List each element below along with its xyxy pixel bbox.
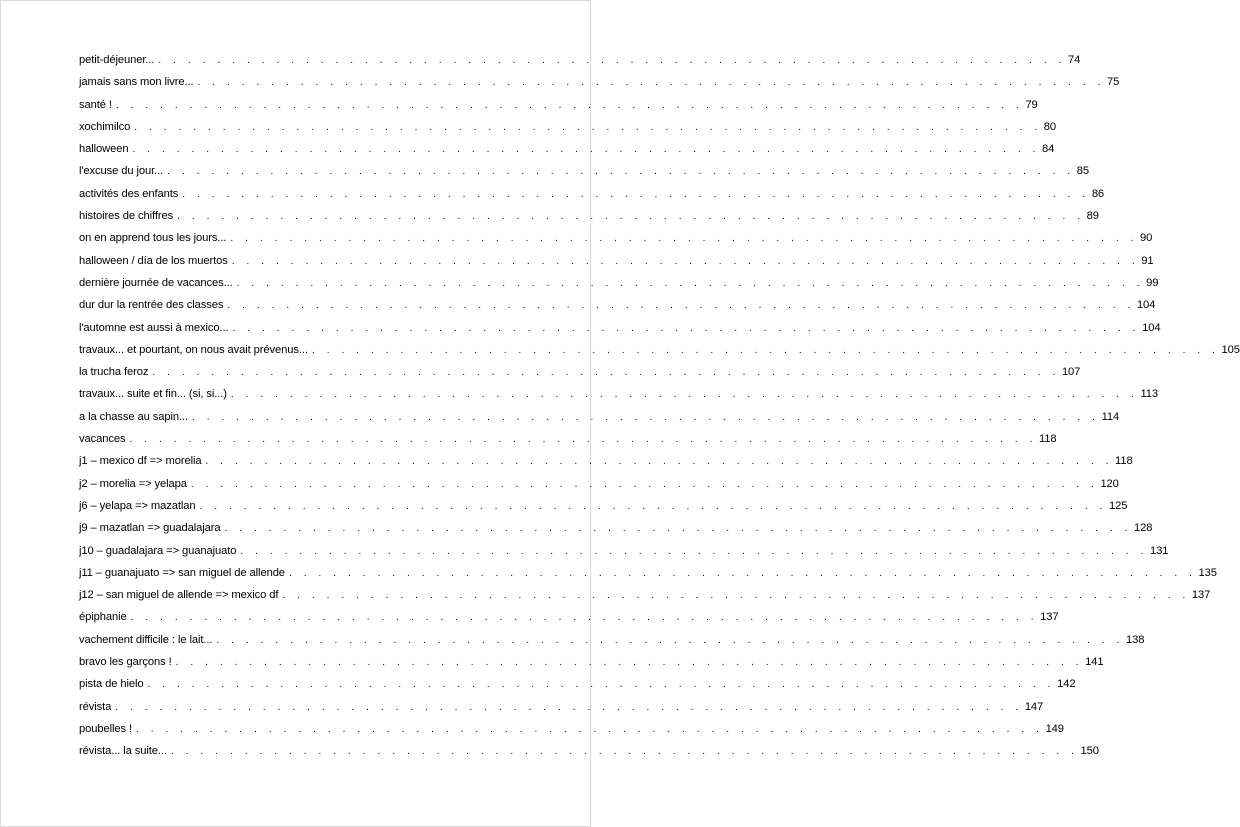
toc-entry-page: 105 [1221,343,1240,356]
toc-entry-title: vachement difficile : le lait... [79,633,213,646]
toc-entry-title: j1 – mexico df => morelia [79,455,202,468]
toc-entry [79,544,1169,567]
toc-entry [79,232,1153,254]
toc-entry [79,187,1105,210]
toc-entry [79,343,1240,366]
toc-dot-leader: . . . . . . . . . . . . . . . . . . . . . . . . . . . . . . . . . . . . . . . . . . . . . . . . . . . . . . . . . . . . . . [147,679,1056,691]
toc-entry-title: vacances [79,433,126,446]
toc-dot-leader: . . . . . . . . . . . . . . . . . . . . . . . . . . . . . . . . . . . . . . . . . . . . . . . . . . . . . . . . . . . . . . [115,99,1024,111]
toc-dot-leader: . . . . . . . . . . . . . . . . . . . . . . . . . . . . . . . . . . . . . . . . . . . . . . . . . . . . . . . . . . . . . . [190,478,1099,490]
toc-entry-title: révista... la suite... [79,745,167,758]
toc-entry-title: poubelles ! [79,722,133,735]
table-of-contents [79,54,1240,768]
toc-entry [79,321,1161,344]
toc-dot-leader: . . . . . . . . . . . . . . . . . . . . . . . . . . . . . . . . . . . . . . . . . . . . . . . . . . . . . . . . . . . . . . [230,389,1139,401]
toc-entry-page: 104 [1142,321,1161,334]
toc-entry-page: 120 [1100,477,1119,490]
toc-entry-title: pista de hielo [79,678,144,691]
toc-entry-page: 137 [1040,611,1059,624]
toc-entry [79,299,1156,321]
toc-entry [79,633,1145,656]
toc-entry-page: 118 [1115,455,1133,468]
toc-entry [79,366,1081,388]
toc-entry-page: 99 [1146,276,1159,289]
toc-entry-page: 104 [1136,299,1156,312]
toc-entry-page: 91 [1141,254,1154,267]
toc-entry-title: j6 – yelapa => mazatlan [79,499,196,512]
toc-entry [79,410,1120,433]
toc-entry [79,745,1099,767]
toc-dot-leader: . . . . . . . . . . . . . . . . . . . . . . . . . . . . . . . . . . . . . . . . . . . . . . . . . . . . . . . . . . . . . . [115,701,1023,713]
toc-entry-page: 89 [1086,210,1099,223]
toc-dot-leader: . . . . . . . . . . . . . . . . . . . . . . . . . . . . . . . . . . . . . . . . . . . . . . . . . . . . . . . . . . . . . . [182,188,1090,200]
toc-entry-title: dernière journée de vacances... [79,276,233,289]
toc-dot-leader: . . . . . . . . . . . . . . . . . . . . . . . . . . . . . . . . . . . . . . . . . . . . . . . . . . . . . . . . . . . . . . [175,657,1084,669]
toc-entry-title: épiphanie [79,611,127,624]
toc-dot-leader: . . . . . . . . . . . . . . . . . . . . . . . . . . . . . . . . . . . . . . . . . . . . . . . . . . . . . . . . . . . . . . [231,255,1140,267]
toc-entry-title: dur dur la rentrée des classes [79,299,224,312]
toc-entry-page: 135 [1198,566,1217,579]
toc-entry [79,433,1057,455]
toc-entry-title: santé ! [79,98,112,111]
toc-entry-page: 74 [1067,54,1081,66]
toc-entry-page: 128 [1134,522,1153,535]
toc-entry-page: 107 [1061,366,1081,379]
toc-entry [79,678,1076,700]
toc-entry [79,611,1059,633]
toc-dot-leader: . . . . . . . . . . . . . . . . . . . . . . . . . . . . . . . . . . . . . . . . . . . . . . . . . . . . . . . . . . . . . . [199,500,1108,512]
toc-dot-leader: . . . . . . . . . . . . . . . . . . . . . . . . . . . . . . . . . . . . . . . . . . . . . . . . . . . . . . . . . . . . . . [230,233,1138,245]
toc-dot-leader: . . . . . . . . . . . . . . . . . . . . . . . . . . . . . . . . . . . . . . . . . . . . . . . . . . . . . . . . . . . . . . [136,723,1044,735]
toc-entry [79,143,1055,165]
toc-entry-title: l'excuse du jour... [79,165,164,178]
toc-entry [79,98,1038,121]
toc-entry-page: 142 [1057,678,1076,691]
toc-entry [79,499,1128,522]
toc-dot-leader: . . . . . . . . . . . . . . . . . . . . . . . . . . . . . . . . . . . . . . . . . . . . . . . . . . . . . . . . . . . . . . [134,121,1042,133]
toc-dot-leader: . . . . . . . . . . . . . . . . . . . . . . . . . . . . . . . . . . . . . . . . . . . . . . . . . . . . . . . . . . . . . . [236,277,1145,289]
toc-entry [79,76,1120,98]
toc-dot-leader: . . . . . . . . . . . . . . . . . . . . . . . . . . . . . . . . . . . . . . . . . . . . . . . . . . . . . . . . . . . . . . [205,456,1114,468]
toc-entry-page: 113 [1140,388,1158,401]
toc-entry [79,54,1081,76]
toc-dot-leader: . . . . . . . . . . . . . . . . . . . . . . . . . . . . . . . . . . . . . . . . . . . . . . . . . . . . . . . . . . . . . . [197,77,1106,89]
toc-entry-title: j2 – morelia => yelapa [79,477,187,490]
toc-entry-title: activités des enfants [79,187,179,200]
toc-entry [79,165,1089,187]
toc-entry-title: jamais sans mon livre... [79,76,194,89]
toc-entry-title: j10 – guadalajara => guanajuato [79,544,237,557]
toc-entry-title: j11 – guanajuato => san miguel de allende [79,566,285,579]
toc-entry-page: 138 [1125,633,1145,646]
toc-entry-page: 118 [1039,433,1057,446]
toc-entry-page: 141 [1085,656,1104,669]
toc-entry [79,589,1211,611]
toc-entry-title: la trucha feroz [79,366,149,379]
toc-entry-title: on en apprend tous les jours... [79,232,227,245]
toc-entry-title: travaux... suite et fin... (si, si...) [79,388,227,401]
toc-entry [79,722,1064,745]
toc-entry-title: j12 – san miguel de allende => mexico df [79,589,279,602]
toc-dot-leader: . . . . . . . . . . . . . . . . . . . . . . . . . . . . . . . . . . . . . . . . . . . . . . . . . . . . . . . . . . . . . . [311,344,1220,356]
toc-entry [79,477,1119,500]
toc-dot-leader: . . . . . . . . . . . . . . . . . . . . . . . . . . . . . . . . . . . . . . . . . . . . . . . . . . . . . . . . . . . . . . [167,166,1075,178]
toc-entry-page: 86 [1091,187,1105,200]
toc-entry [79,276,1159,299]
toc-dot-leader: . . . . . . . . . . . . . . . . . . . . . . . . . . . . . . . . . . . . . . . . . . . . . . . . . . . . . . . . . . . . . . [232,322,1141,334]
toc-entry-page: 75 [1107,76,1120,89]
toc-entry [79,210,1099,232]
toc-entry-page: 79 [1025,98,1038,111]
toc-entry-page: 85 [1076,165,1089,178]
toc-entry-page: 137 [1191,589,1211,602]
toc-entry-page: 125 [1109,499,1128,512]
toc-dot-leader: . . . . . . . . . . . . . . . . . . . . . . . . . . . . . . . . . . . . . . . . . . . . . . . . . . . . . . . . . . . . . . [177,211,1085,223]
toc-dot-leader: . . . . . . . . . . . . . . . . . . . . . . . . . . . . . . . . . . . . . . . . . . . . . . . . . . . . . . . . . . . . . . [282,590,1190,602]
toc-entry-page: 80 [1043,120,1057,133]
toc-entry-page: 84 [1042,143,1055,156]
toc-entry-page: 90 [1139,232,1153,245]
toc-entry [79,254,1154,277]
toc-entry [79,388,1158,410]
toc-dot-leader: . . . . . . . . . . . . . . . . . . . . . . . . . . . . . . . . . . . . . . . . . . . . . . . . . . . . . . . . . . . . . . [170,746,1079,758]
toc-entry [79,656,1104,678]
toc-entry-title: travaux... et pourtant, on nous avait prévenus... [79,343,308,356]
toc-entry [79,120,1057,143]
toc-entry-title: halloween [79,143,129,156]
toc-entry-title: halloween / día de los muertos [79,254,228,267]
toc-entry-page: 149 [1045,722,1064,735]
toc-entry-title: l'automne est aussi à mexico... [79,321,229,334]
toc-entry [79,566,1217,589]
toc-entry [79,700,1044,723]
toc-entry-page: 150 [1080,745,1099,758]
toc-dot-leader: . . . . . . . . . . . . . . . . . . . . . . . . . . . . . . . . . . . . . . . . . . . . . . . . . . . . . . . . . . . . . . [130,612,1039,624]
toc-dot-leader: . . . . . . . . . . . . . . . . . . . . . . . . . . . . . . . . . . . . . . . . . . . . . . . . . . . . . . . . . . . . . . [240,545,1148,557]
toc-dot-leader: . . . . . . . . . . . . . . . . . . . . . . . . . . . . . . . . . . . . . . . . . . . . . . . . . . . . . . . . . . . . . . [192,411,1100,423]
toc-entry-title: révista [79,700,112,713]
toc-dot-leader: . . . . . . . . . . . . . . . . . . . . . . . . . . . . . . . . . . . . . . . . . . . . . . . . . . . . . . . . . . . . . . [132,144,1041,156]
toc-entry [79,522,1153,544]
toc-dot-leader: . . . . . . . . . . . . . . . . . . . . . . . . . . . . . . . . . . . . . . . . . . . . . . . . . . . . . . . . . . . . . . [129,434,1038,446]
toc-entry-title: a la chasse au sapin... [79,410,189,423]
toc-dot-leader: . . . . . . . . . . . . . . . . . . . . . . . . . . . . . . . . . . . . . . . . . . . . . . . . . . . . . . . . . . . . . . [216,634,1124,646]
toc-entry-title: bravo les garçons ! [79,656,172,669]
toc-dot-leader: . . . . . . . . . . . . . . . . . . . . . . . . . . . . . . . . . . . . . . . . . . . . . . . . . . . . . . . . . . . . . . [158,55,1066,66]
toc-dot-leader: . . . . . . . . . . . . . . . . . . . . . . . . . . . . . . . . . . . . . . . . . . . . . . . . . . . . . . . . . . . . . . [152,367,1060,379]
toc-entry-page: 114 [1101,410,1120,423]
toc-dot-leader: . . . . . . . . . . . . . . . . . . . . . . . . . . . . . . . . . . . . . . . . . . . . . . . . . . . . . . . . . . . . . . [224,523,1133,535]
toc-entry [79,455,1133,477]
toc-entry-title: petit-déjeuner... [79,54,155,66]
toc-dot-leader: . . . . . . . . . . . . . . . . . . . . . . . . . . . . . . . . . . . . . . . . . . . . . . . . . . . . . . . . . . . . . . [227,300,1135,312]
toc-dot-leader: . . . . . . . . . . . . . . . . . . . . . . . . . . . . . . . . . . . . . . . . . . . . . . . . . . . . . . . . . . . . . . [288,567,1197,579]
toc-entry-page: 147 [1024,700,1044,713]
toc-entry-page: 131 [1149,544,1169,557]
toc-entry-title: histoires de chiffres [79,210,174,223]
toc-entry-title: xochimilco [79,120,131,133]
toc-entry-title: j9 – mazatlan => guadalajara [79,522,221,535]
